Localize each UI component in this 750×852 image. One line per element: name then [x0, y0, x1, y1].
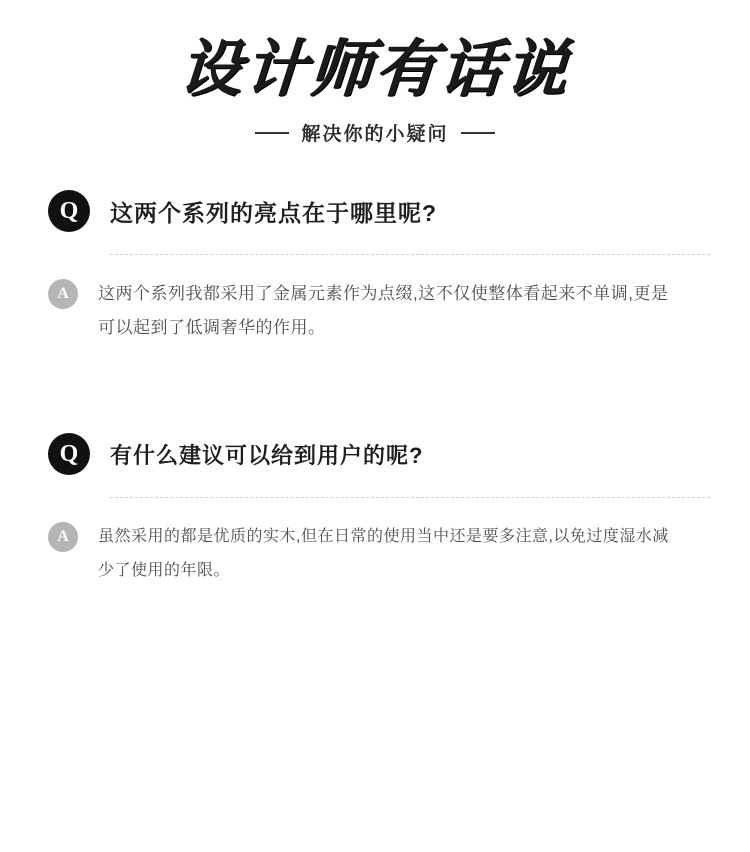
page-subtitle: 解决你的小疑问	[301, 124, 449, 146]
qa-item-1	[0, 190, 750, 345]
qa-divider-1	[110, 254, 710, 255]
qa-item-2	[0, 433, 750, 587]
subtitle-row	[0, 119, 750, 146]
question-text-1: 这两个系列的亮点在于哪里呢?	[110, 199, 438, 226]
answer-text-2: 虽然采用的都是优质的实木,但在日常的使用当中还是要多注意,以免过度湿水减少了使用的年限。	[98, 528, 669, 580]
page-title: 设计师有话说	[177, 32, 573, 105]
question-text-2: 有什么建议可以给到用户的呢?	[110, 442, 424, 468]
question-badge-icon: Q	[48, 190, 90, 232]
question-badge-icon: Q	[48, 433, 90, 475]
qa-divider-2	[110, 497, 710, 498]
answer-row-1	[48, 277, 710, 345]
question-row-1	[48, 190, 710, 232]
right-dash-icon	[461, 132, 495, 134]
answer-badge-icon: A	[48, 522, 78, 552]
page-header	[0, 0, 750, 146]
qa-list	[0, 190, 750, 587]
answer-badge-icon: A	[48, 279, 78, 309]
question-row-2	[48, 433, 710, 475]
left-dash-icon	[255, 132, 289, 134]
answer-text-1: 这两个系列我都采用了金属元素作为点缀,这不仅使整体看起来不单调,更是可以起到了低调奢华的作用。	[98, 284, 669, 338]
answer-row-2	[48, 520, 710, 587]
